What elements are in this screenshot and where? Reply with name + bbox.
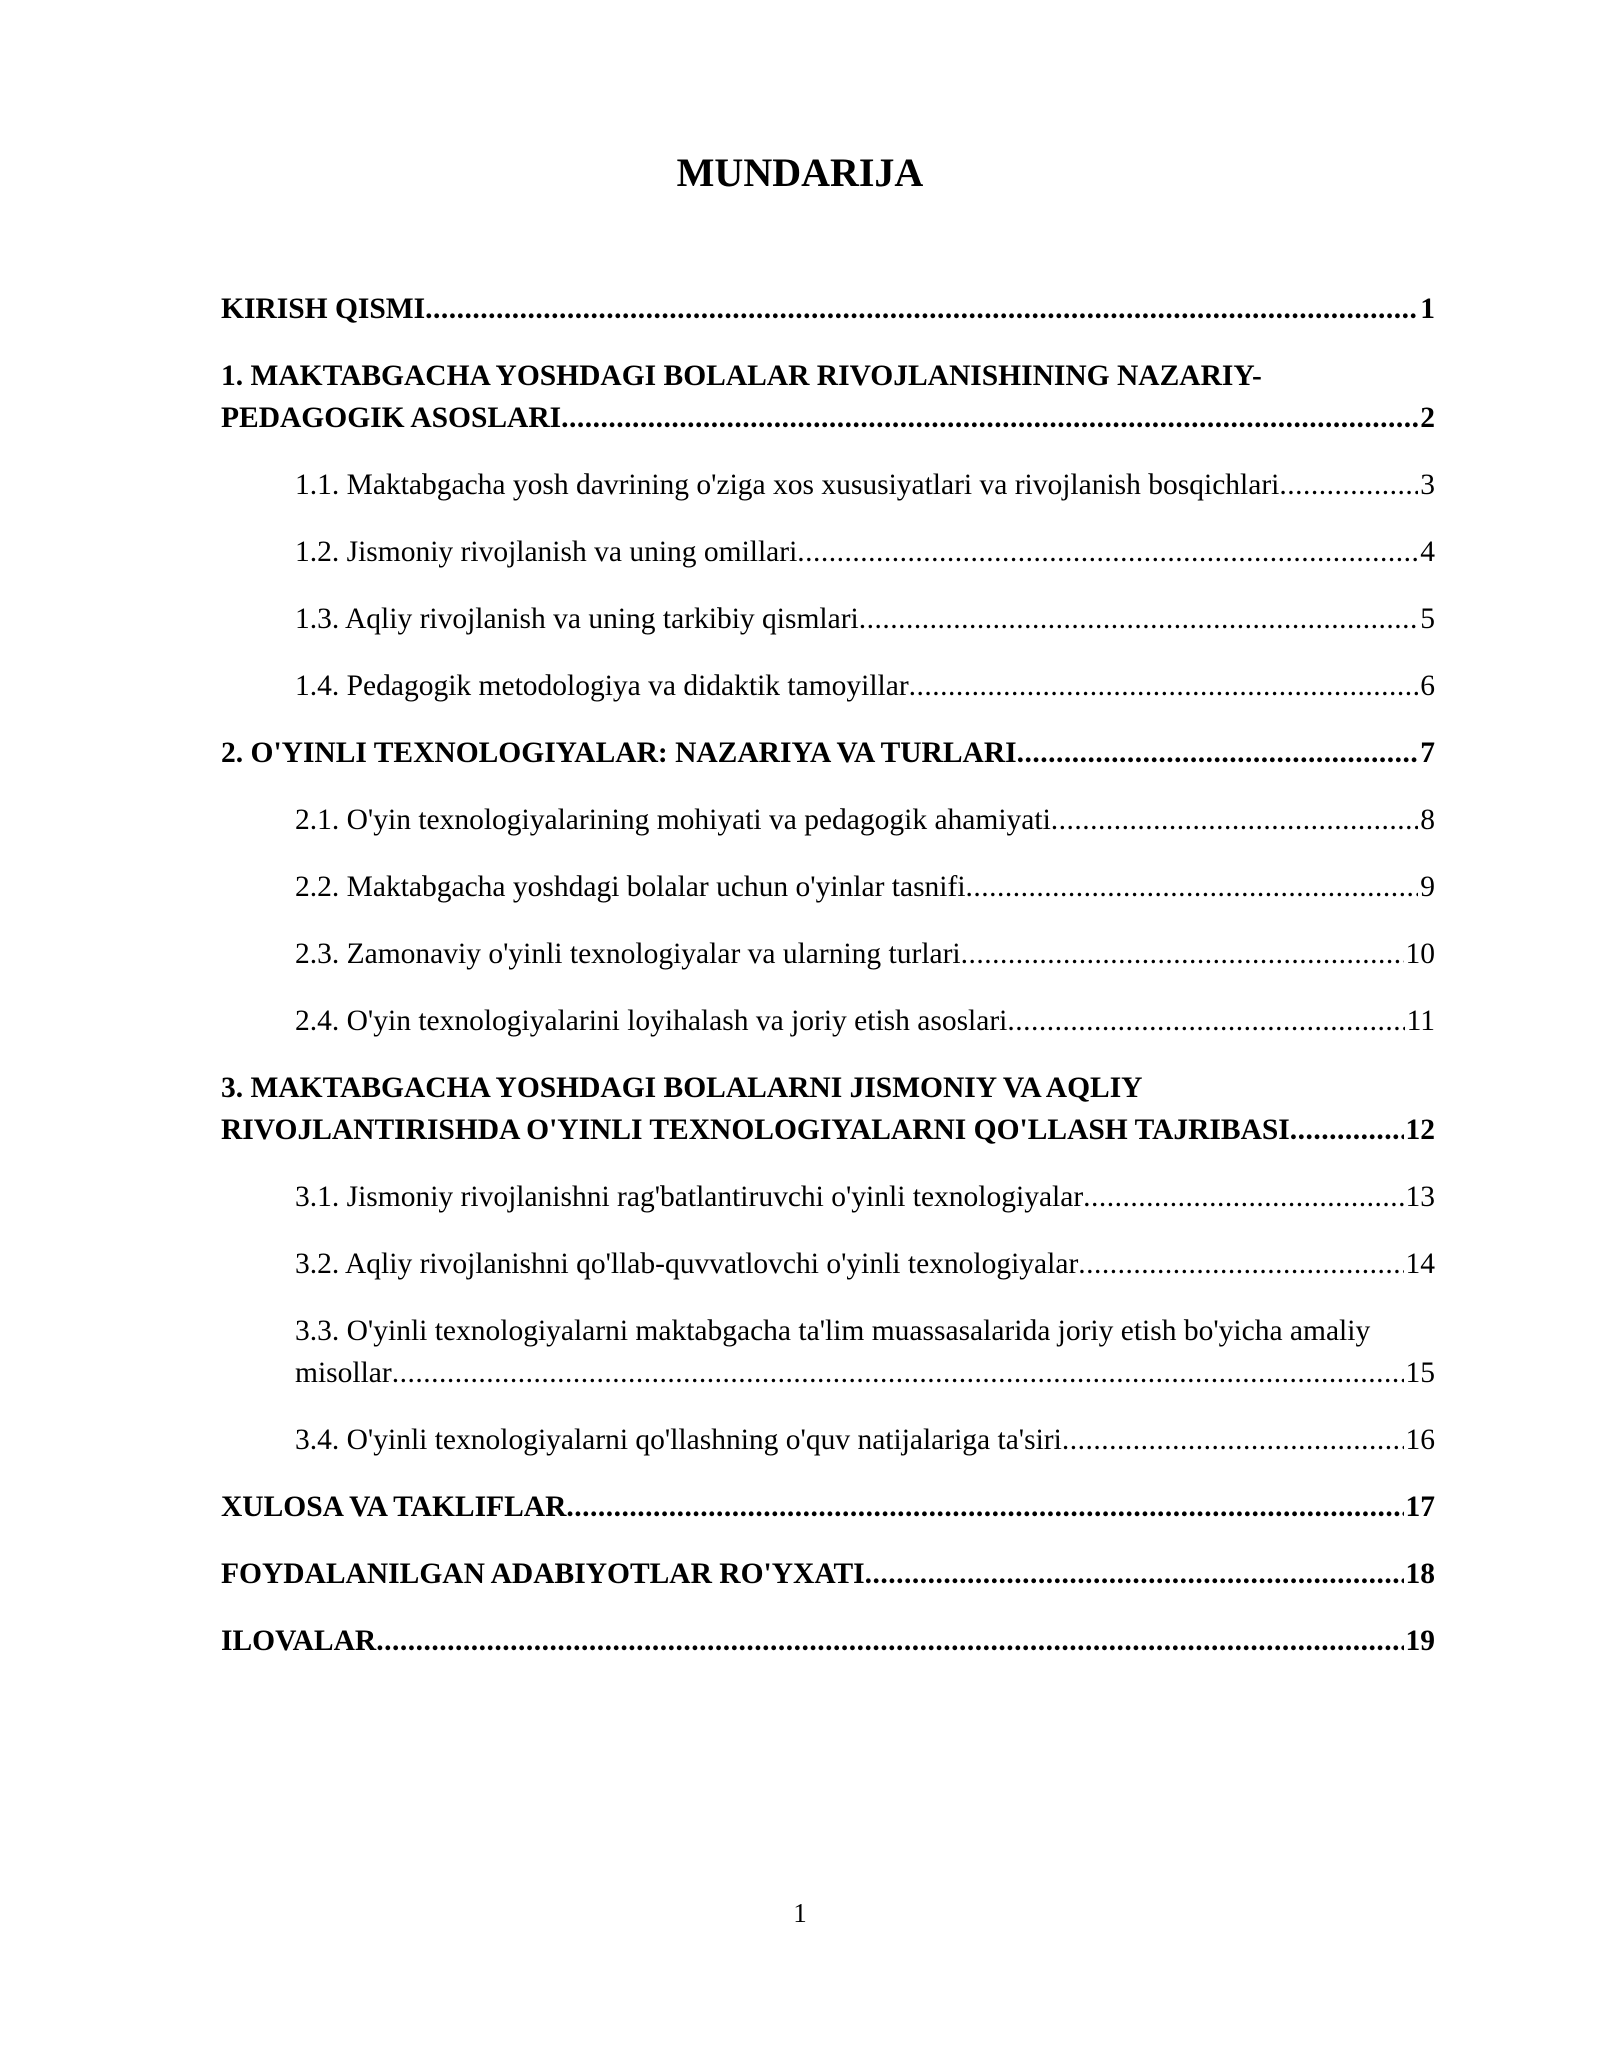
toc-entry-page-number: 18: [1405, 1558, 1435, 1590]
toc-entry-page-number: 17: [1405, 1491, 1435, 1523]
dot-leader: [566, 1486, 1403, 1528]
toc-section-entry[interactable]: [221, 732, 1435, 774]
toc-subsection-entry[interactable]: [221, 1310, 1435, 1394]
toc-entry-page-number: 8: [1420, 804, 1435, 836]
toc-entry-title: 2. O'YINLI TEXNOLOGIYALAR: NAZARIYA VA TURLARI: [221, 737, 1017, 769]
toc-entry-page-number: 19: [1405, 1625, 1435, 1657]
dot-leader: [1017, 732, 1419, 774]
toc-entry-title: 3.2. Aqliy rivojlanishni qo'llab-quvvatlovchi o'yinli texnologiyalar: [295, 1248, 1079, 1280]
toc-section-entry[interactable]: [221, 1620, 1435, 1662]
dot-leader: [966, 866, 1419, 908]
toc-entry-row: [295, 1000, 1435, 1042]
toc-entry-title: XULOSA VA TAKLIFLAR: [221, 1491, 567, 1523]
toc-entry-title: RIVOJLANTIRISHDA O'YINLI TEXNOLOGIYALARNI QO'LLASH TAJRIBASI: [221, 1114, 1290, 1146]
toc-entry-page-number: 15: [1405, 1357, 1435, 1389]
toc-entry-title: 1.4. Pedagogik metodologiya va didaktik tamoyillar: [295, 670, 909, 702]
toc-entry-page-number: 12: [1405, 1114, 1435, 1146]
toc-entry-title: 1.1. Maktabgacha yosh davrining o'ziga xos xususiyatlari va rivojlanish bosqichlari: [295, 469, 1280, 501]
toc-entry-page-number: 3: [1420, 469, 1435, 501]
dot-leader: [376, 1620, 1403, 1662]
toc-subsection-entry[interactable]: [221, 933, 1435, 975]
toc-entry-row: [295, 464, 1435, 506]
toc-entry-title: 3.1. Jismoniy rivojlanishni rag'batlantiruvchi o'yinli texnologiyalar: [295, 1181, 1084, 1213]
dot-leader: [1078, 1243, 1403, 1285]
toc-entry-title: 1.2. Jismoniy rivojlanish va uning omillari: [295, 536, 798, 568]
toc-section-entry[interactable]: [221, 288, 1435, 330]
toc-section-entry[interactable]: [221, 1486, 1435, 1528]
toc-subsection-entry[interactable]: [221, 531, 1435, 573]
dot-leader: [1062, 1419, 1404, 1461]
toc-entry-title: misollar: [295, 1357, 392, 1389]
toc-entry-page-number: 9: [1420, 871, 1435, 903]
toc-entry-page-number: 2: [1420, 402, 1435, 434]
table-of-contents: [221, 288, 1435, 1687]
toc-entry-title: 1.3. Aqliy rivojlanish va uning tarkibiy qismlari: [295, 603, 859, 635]
toc-entry-title: 3.4. O'yinli texnologiyalarni qo'llashning o'quv natijalariga ta'siri: [295, 1424, 1062, 1456]
toc-entry-row: [221, 1109, 1435, 1151]
dot-leader: [865, 1553, 1404, 1595]
toc-entry-row: [221, 288, 1435, 330]
dot-leader: [1290, 1109, 1404, 1151]
toc-entry-row: [295, 531, 1435, 573]
dot-leader: [425, 288, 1418, 330]
toc-entry-page-number: 1: [1420, 293, 1435, 325]
toc-entry-row: [295, 1176, 1435, 1218]
toc-entry-page-number: 10: [1405, 938, 1435, 970]
toc-entry-row: [295, 1243, 1435, 1285]
dot-leader: [1007, 1000, 1404, 1042]
toc-entry-page-number: 11: [1406, 1005, 1435, 1037]
toc-subsection-entry[interactable]: [221, 1243, 1435, 1285]
toc-section-entry[interactable]: [221, 1067, 1435, 1151]
toc-entry-row: [295, 933, 1435, 975]
toc-entry-page-number: 16: [1405, 1424, 1435, 1456]
toc-entry-page-number: 14: [1405, 1248, 1435, 1280]
toc-entry-row: [221, 732, 1435, 774]
page-title: MUNDARIJA: [676, 150, 924, 195]
toc-subsection-entry[interactable]: [221, 1176, 1435, 1218]
toc-section-entry[interactable]: [221, 355, 1435, 439]
toc-entry-title: ILOVALAR: [221, 1625, 377, 1657]
dot-leader: [909, 665, 1419, 707]
toc-entry-row: [295, 799, 1435, 841]
toc-entry-page-number: 13: [1405, 1181, 1435, 1213]
toc-entry-title: KIRISH QISMI: [221, 293, 426, 325]
toc-entry-title: FOYDALANILGAN ADABIYOTLAR RO'YXATI: [221, 1558, 865, 1590]
toc-subsection-entry[interactable]: [221, 464, 1435, 506]
toc-entry-row: [295, 1352, 1435, 1394]
toc-entry-title: 2.4. O'yin texnologiyalarini loyihalash va joriy etish asoslari: [295, 1005, 1008, 1037]
toc-entry-row: [221, 1620, 1435, 1662]
toc-subsection-entry[interactable]: [221, 598, 1435, 640]
toc-entry-title: 2.2. Maktabgacha yoshdagi bolalar uchun o'yinlar tasnifi: [295, 871, 966, 903]
toc-entry-row: [295, 665, 1435, 707]
toc-entry-title-line: 3.3. O'yinli texnologiyalarni maktabgacha ta'lim muassasalarida joriy etish bo'yicha amaliy: [295, 1315, 1371, 1347]
toc-subsection-entry[interactable]: [221, 1000, 1435, 1042]
toc-subsection-entry[interactable]: [221, 866, 1435, 908]
page-number: 1: [793, 1898, 807, 1928]
toc-entry-title: 2.3. Zamonaviy o'yinli texnologiyalar va ularning turlari: [295, 938, 961, 970]
dot-leader: [392, 1352, 1404, 1394]
toc-entry-title: PEDAGOGIK ASOSLARI: [221, 402, 562, 434]
dot-leader: [961, 933, 1404, 975]
toc-entry-row: [295, 598, 1435, 640]
toc-entry-title-line: 1. MAKTABGACHA YOSHDAGI BOLALAR RIVOJLANISHINING NAZARIY-: [221, 360, 1262, 392]
toc-entry-row: [221, 1553, 1435, 1595]
toc-entry-page-number: 5: [1420, 603, 1435, 635]
dot-leader: [797, 531, 1418, 573]
dot-leader: [561, 397, 1418, 439]
toc-section-entry[interactable]: [221, 1553, 1435, 1595]
toc-entry-page-number: 6: [1420, 670, 1435, 702]
dot-leader: [1051, 799, 1418, 841]
toc-subsection-entry[interactable]: [221, 665, 1435, 707]
toc-entry-row: [221, 397, 1435, 439]
toc-entry-title-line: 3. MAKTABGACHA YOSHDAGI BOLALARNI JISMONIY VA AQLIY: [221, 1072, 1143, 1104]
toc-subsection-entry[interactable]: [221, 1419, 1435, 1461]
dot-leader: [1279, 464, 1418, 506]
dot-leader: [859, 598, 1419, 640]
toc-entry-row: [221, 1486, 1435, 1528]
toc-entry-page-number: 7: [1420, 737, 1435, 769]
toc-entry-title: 2.1. O'yin texnologiyalarining mohiyati va pedagogik ahamiyati: [295, 804, 1051, 836]
toc-subsection-entry[interactable]: [221, 799, 1435, 841]
toc-entry-row: [295, 866, 1435, 908]
dot-leader: [1083, 1176, 1403, 1218]
toc-entry-row: [295, 1419, 1435, 1461]
toc-entry-page-number: 4: [1420, 536, 1435, 568]
